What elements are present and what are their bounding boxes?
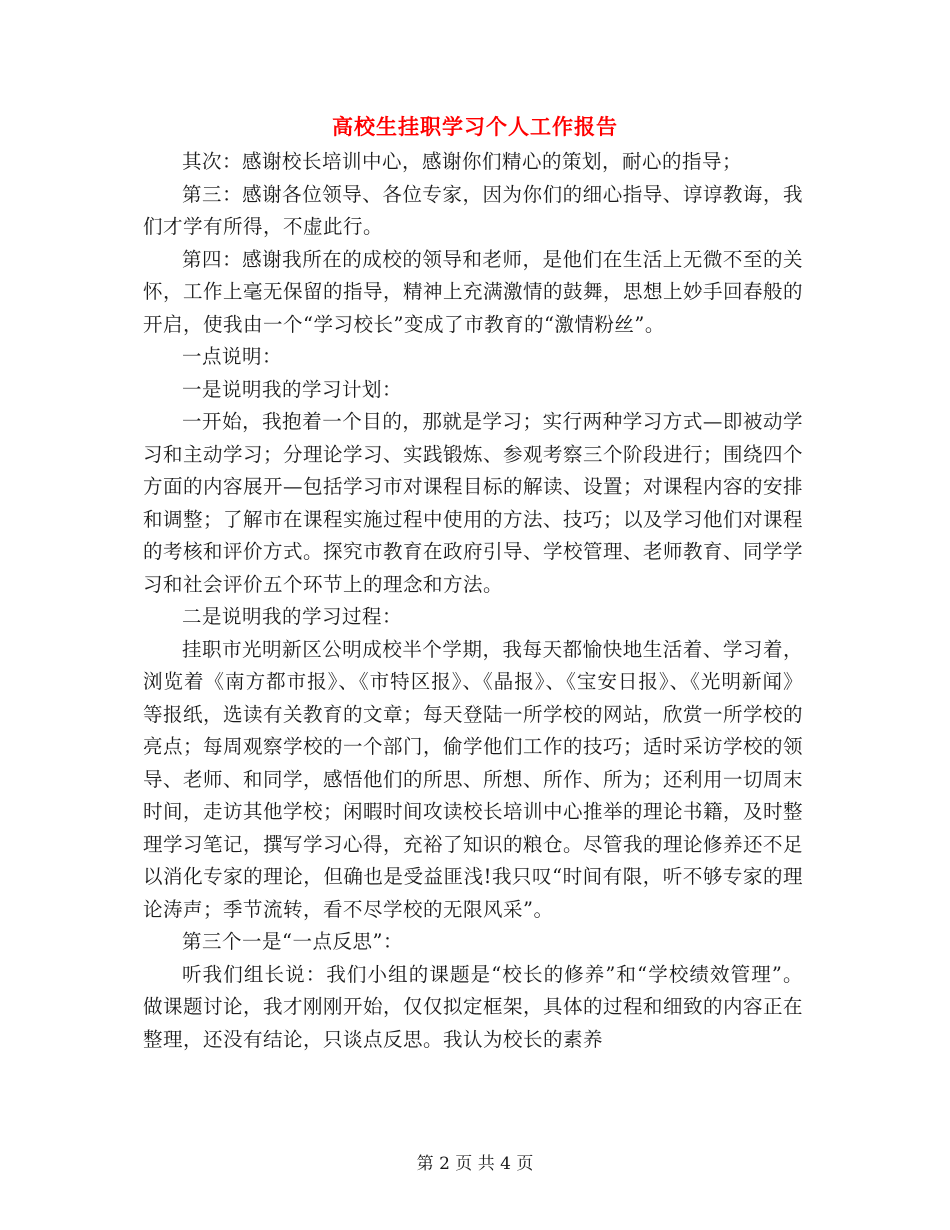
paragraph-study-process: 挂职市光明新区公明成校半个学期，我每天都愉快地生活着、学习着，浏览着《南方都市报》、《市特区报》、《晶报》、《宝安日报》、《光明新闻》等报纸，选读有关教育的文章；每天登陆一所学校的网站，欣赏一所学校的亮点；每周观察学校的一个部门，偷学他们工作的技巧；适时采访学校的领导、老师、和同学，感悟他们的所思、所想、所作、所为；还利用一切周末时间，走访其他学校；闲暇时间攻读校长培训中心推举的理论书籍，及时整理学习笔记，撰写学习心得，充裕了知识的粮仓。尽管我的理论修养还不足以消化专家的理论，但确也是受益匪浅!我只叹“时间有限，听不够专家的理论涛声；季节流转，看不尽学校的无限风采”。 [143,637,804,921]
document-body [143,146,803,1056]
document-title: 高校生挂职学习个人工作报告 [332,114,618,139]
paragraph-thanks-training-center: 其次：感谢校长培训中心，感谢你们精心的策划，耐心的指导； [182,150,743,173]
paragraph-thanks-school: 第四：感谢我所在的成校的领导和老师，是他们在生活上无微不至的关怀，工作上毫无保留的指导，精神上充满激情的鼓舞，思想上妙手回春般的开启，使我由一个“学习校长”变成了市教育的“激情粉丝”。 [143,247,804,336]
paragraph-reflection-heading: 第三个一是“一点反思”： [182,930,403,953]
paragraph-reflection: 听我们组长说：我们小组的课题是“校长的修养”和“学校绩效管理”。做课题讨论，我才刚刚开始，仅仅拟定框架，具体的过程和细致的内容正在整理，还没有结论，只谈点反思。我认为校长的素养 [143,962,804,1051]
paragraph-explanation-heading: 一点说明： [182,345,283,368]
paragraph-thanks-experts: 第三：感谢各位领导、各位专家，因为你们的细心指导、谆谆教诲，我们才学有所得，不虚此行。 [143,182,803,238]
paragraph-study-plan: 一开始，我抱着一个目的，那就是学习；实行两种学习方式—即被动学习和主动学习；分理论学习、实践锻炼、参观考察三个阶段进行；围绕四个方面的内容展开—包括学习市对课程目标的解读、设置；对课程内容的安排和调整；了解市在课程实施过程中使用的方法、技巧；以及学习他们对课程的考核和评价方式。探究市教育在政府引导、学校管理、老师教育、同学学习和社会评价五个环节上的理念和方法。 [143,410,804,596]
paragraph-study-process-heading: 二是说明我的学习过程： [182,605,403,628]
paragraph-study-plan-heading: 一是说明我的学习计划： [182,377,403,401]
page-number-footer: 第 2 页 共 4 页 [416,1154,534,1174]
